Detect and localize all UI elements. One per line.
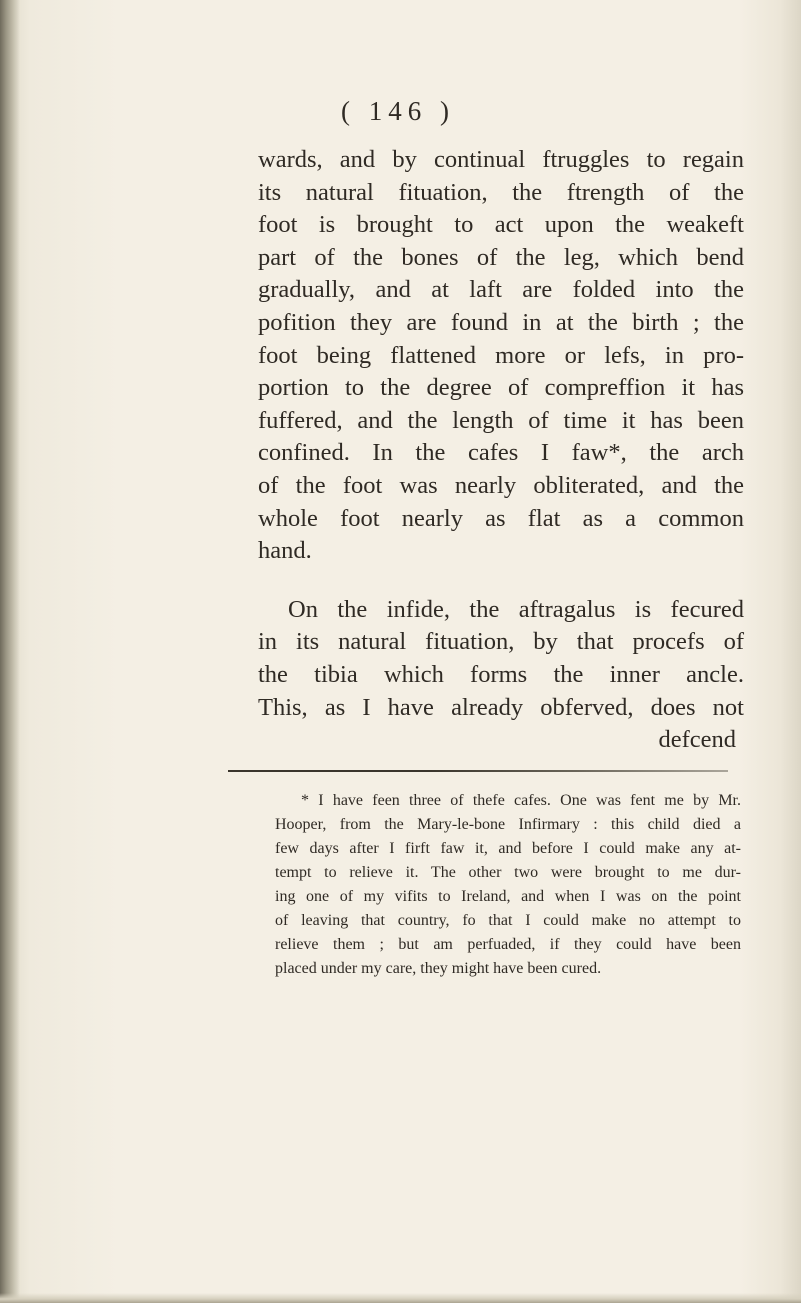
footnote-line: few days after I firft faw it, and before I could make any at- <box>275 840 741 857</box>
text-line: its natural fituation, the ftrength of the <box>258 178 744 206</box>
catchword: defcend <box>658 726 736 754</box>
paragraph-gap <box>258 568 744 594</box>
text-line: whole foot nearly as flat as a common <box>258 504 744 532</box>
footnote-line: of leaving that country, fo that I could make no attempt to <box>275 912 741 929</box>
footnote-line: placed under my care, they might have been cured. <box>275 960 602 977</box>
text-line: foot being flattened more or lefs, in pro- <box>258 341 744 369</box>
text-line: portion to the degree of compreffion it has <box>258 374 744 402</box>
text-line: On the infide, the aftragalus is fecured <box>288 595 744 623</box>
text-line: of the foot was nearly obliterated, and the <box>258 471 744 499</box>
footnote-line: relieve them ; but am perfuaded, if they could have been <box>275 936 741 953</box>
footnote-line: * I have feen three of thefe cafes. One was fent me by Mr. <box>301 792 741 809</box>
text-line: in its natural fituation, by that procefs of <box>258 628 744 656</box>
text-line: wards, and by continual ftruggles to regain <box>258 146 744 173</box>
text-line: fuffered, and the length of time it has been <box>258 406 744 434</box>
page-binding-edge <box>0 0 20 1303</box>
main-text <box>258 144 744 757</box>
text-line: part of the bones of the leg, which bend <box>258 243 744 271</box>
page-number: ( 146 ) <box>341 96 455 126</box>
text-line: the tibia which forms the inner ancle. <box>258 660 744 688</box>
text-line: foot is brought to act upon the weakeft <box>258 211 744 239</box>
text-line: This, as I have already obferved, does not <box>258 693 744 721</box>
footnote-rule <box>228 770 728 772</box>
footnote-line: Hooper, from the Mary-le-bone Infirmary : this child died a <box>275 816 741 833</box>
text-line: confined. In the cafes I faw*, the arch <box>258 439 744 467</box>
footnote-line: tempt to relieve it. The other two were brought to me dur- <box>275 864 741 881</box>
footnote <box>275 789 741 981</box>
footnote-line: ing one of my vifits to Ireland, and when I was on the point <box>275 888 741 905</box>
text-line: gradually, and at laft are folded into the <box>258 276 744 304</box>
text-line: pofition they are found in at the birth ; the <box>258 308 744 336</box>
text-line: hand. <box>258 537 312 565</box>
page-bottom-edge <box>0 1293 801 1303</box>
